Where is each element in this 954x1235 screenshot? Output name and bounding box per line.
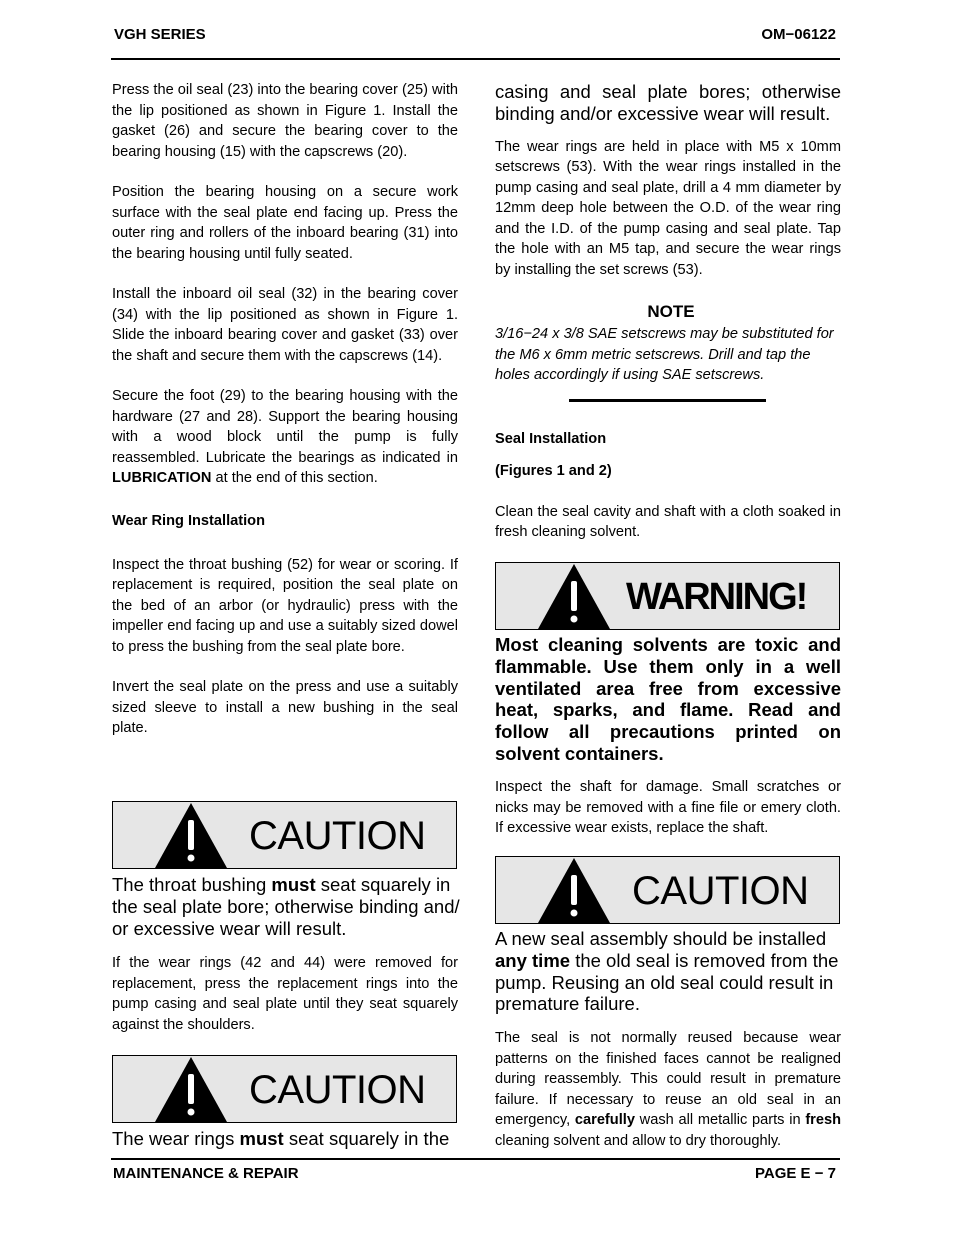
note-rule	[569, 399, 766, 402]
left-column	[112, 80, 458, 739]
warning-label: WARNING!	[626, 576, 807, 618]
caution-text-wear-rings: The wear rings must seat squarely in the	[112, 1128, 450, 1149]
caution-label: CAUTION	[249, 814, 426, 858]
heading-seal-installation: Seal Installation	[495, 430, 607, 447]
heading-figures: (Figures 1 and 2)	[495, 462, 612, 479]
header-rule	[111, 58, 840, 60]
caution-text-new-seal: A new seal assembly should be installed any time the old seal is removed from the pump. Reusing an old seal could result in premature failure.	[495, 928, 839, 1015]
warning-triangle-icon	[153, 1055, 229, 1123]
caution-box-1	[112, 801, 457, 869]
paragraph-oil-seal: Press the oil seal (23) into the bearing cover (25) with the lip positioned as shown in Figure 1. Install the gasket (26) and secure the bearing cover to the bearing housing (15) with the capscrews (20).	[112, 82, 458, 160]
note-body: 3/16−24 x 3/8 SAE setscrews may be substituted for the M6 x 6mm metric setscrews. Drill and tap the holes accordingly if using SAE setscrews.	[495, 326, 834, 384]
paragraph-inboard-seal: Install the inboard oil seal (32) in the bearing cover (34) with the lip positioned as shown in Figure 1. Slide the inboard bearing cover and gasket (33) over the shaft and secure them with the capscrews (14).	[112, 286, 458, 364]
warning-box	[495, 562, 840, 630]
footer-section: MAINTENANCE & REPAIR	[113, 1165, 299, 1182]
warning-triangle-icon	[536, 856, 612, 924]
paragraph-seal-reuse: The seal is not normally reused because wear patterns on the finished faces cannot be realigned during reassembly. This could result in premature failure. If necessary to reuse an old seal in an emergency, carefully wash all metallic parts in fresh cleaning solvent and allow to dry thoroughly.	[495, 1030, 841, 1149]
paragraph-invert-plate: Invert the seal plate on the press and use a suitably sized sleeve to install a new bushing in the seal plate.	[112, 679, 458, 736]
right-column	[495, 81, 841, 543]
warning-triangle-icon	[536, 562, 612, 630]
header-series: VGH SERIES	[114, 26, 206, 43]
caution-text-continued: casing and seal plate bores; otherwise binding and/or excessive wear will result.	[495, 81, 841, 124]
heading-wear-ring: Wear Ring Installation	[112, 512, 265, 529]
note-title: NOTE	[647, 302, 695, 322]
warning-text-solvents: Most cleaning solvents are toxic and flammable. Use them only in a well ventilated area free from excessive heat, sparks, and flame. Read and follow all precautions printed on solvent containers.	[495, 634, 841, 764]
caution-label: CAUTION	[632, 869, 809, 913]
footer-page-number: PAGE E − 7	[754, 1165, 836, 1182]
paragraph-bearing-housing: Position the bearing housing on a secure work surface with the seal plate end facing up. Press the outer ring and rollers of the inboard bearing (31) into the bearing housing until fully seated.	[112, 184, 458, 262]
caution-text-throat-bushing: The throat bushing must seat squarely in the seal plate bore; otherwise binding and/ or excessive wear will result.	[112, 874, 460, 939]
paragraph-throat-bushing: Inspect the throat bushing (52) for wear or scoring. If replacement is required, position the seal plate on the bed of an arbor (or hydraulic) press with the impeller end facing up and use a suitably sized dowel to press the bushing from the seal plate bore.	[112, 556, 458, 655]
caution-box-2	[112, 1055, 457, 1123]
paragraph-inspect-shaft: Inspect the shaft for damage. Small scratches or nicks may be removed with a fine file or emery cloth. If excessive wear exists, replace the shaft.	[495, 779, 841, 836]
paragraph-wear-rings-removed: If the wear rings (42 and 44) were removed for replacement, press the replacement rings into the pump casing and seal plate until they seat squarely against the shoulders.	[112, 955, 458, 1033]
caution-label: CAUTION	[249, 1068, 426, 1112]
header-doc-number: OM−06122	[761, 26, 836, 43]
paragraph-foot: Secure the foot (29) to the bearing housing with the hardware (27 and 28). Support the bearing housing with a wood block until the pump is fully reassembled. Lubricate the bearings as indicated in LUBRICATION at the end of this section.	[112, 388, 458, 486]
footer-rule	[111, 1158, 840, 1160]
caution-box-3	[495, 856, 840, 924]
paragraph-clean-seal-cavity: Clean the seal cavity and shaft with a cloth soaked in fresh cleaning solvent.	[495, 503, 841, 541]
paragraph-wear-ring-setscrews: The wear rings are held in place with M5 x 10mm setscrews (53). With the wear rings installed in the pump casing and seal plate, drill a 4 mm diameter by 12mm deep hole between the O.D. of the wear ring and the I.D. of the pump casing and seal plate. Tap the hole with an M5 tap, and secure the wear rings by installing the set screws (53).	[495, 138, 841, 278]
warning-triangle-icon	[153, 801, 229, 869]
